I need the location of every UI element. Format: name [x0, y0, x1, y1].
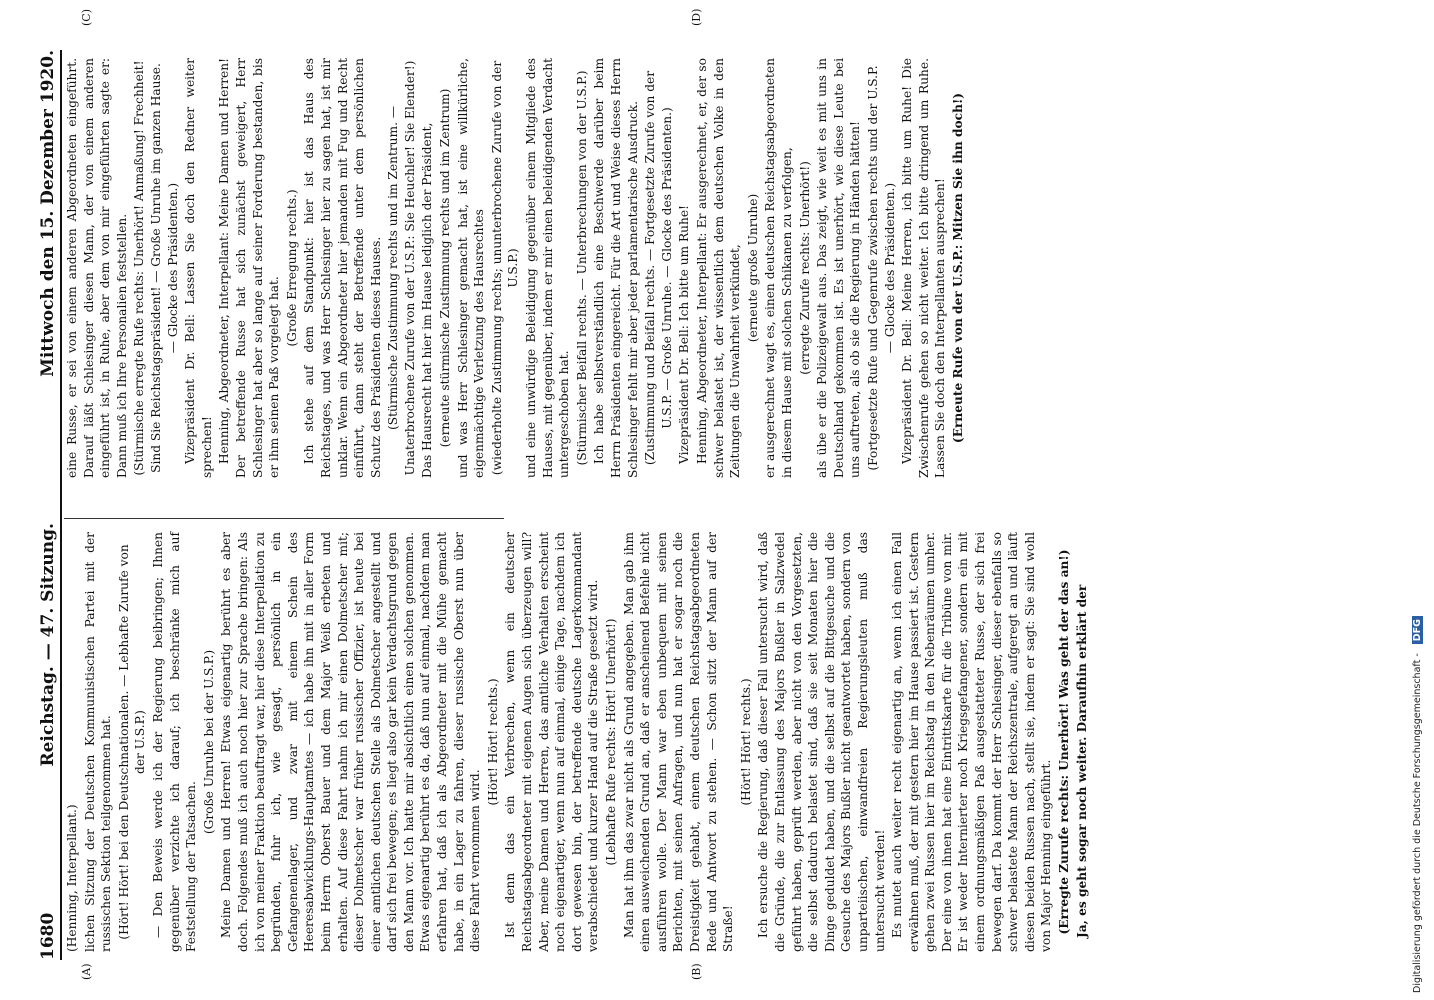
interjection: (Lebhafte Rufe rechts: Hört! Unerhört!) [604, 618, 618, 866]
interjection: (Große Erregung rechts.) [284, 189, 299, 347]
president-remark: Vizepräsident Dr. Bell: Meine Herren, ich bitte um Ruhe! Die Zwischenrufe gehen so nicht weiter. Ich bitte dringend um Ruhe. Lassen Sie doch den Interpellanten ausprechen! [900, 58, 948, 478]
interjection: (Hört! Hört! bei den Deutschnationalen. — Lebhafte Zurufe von der U.S.P.) [116, 544, 148, 940]
page-header [36, 50, 62, 960]
session-title: Reichstag. — 47. Sitzung. [38, 523, 58, 767]
column-divider [64, 518, 504, 519]
dfg-logo: DFG [1412, 616, 1423, 644]
page-number: 1680 [38, 912, 58, 960]
interjection: (Erneute Rufe von der U.S.P.: Mitzen Sie ihn doch!) [950, 92, 965, 444]
paragraph: er ausgerechnet wagt es, einen deutschen Reichstagsabgeordneten in diesem Hause mit solchen Schikanen zu verfolgen, [763, 58, 794, 478]
paragraph: Meine Damen und Herren! Etwas eigenartig berührt es aber doch. Folgendes muß ich auch noch hier zur Sprache bringen: Als ich von meiner Fraktion beauftragt war, hier diese Interpellation zu begründen, fuhr ich, wie gesagt, persönlich in ein Gefangenenlager, und zwar mit einem Schein des Heeresabwicklungs-Hauptamtes — ich habe ihn mit in aller Form beim Herrn Oberst Bauer und dem Major Weiß erbeten und erhalten. Auf diese Fahrt nahm ich mir einen Dolmetscher mit; dieser Dolmetscher war früher russischer Offizier, ist heute bei einer amtlichen deutschen Stelle als Dolmetscher angestellt und darf sich frei bewegen; es liegt also gar kein Verdachtsgrund gegen den Mann vor. Ich hatte mir absichtlich einen solchen genommen. Etwas eigenartig berührt es da, daß nun auf einmal, nachdem man erfahren hat, daß ich als Abgeordneter mit die Mühe gemacht habe, in ein Lager zu fahren, dieser russische Oberst nun über diese Fahrt vernommen wird. [219, 532, 483, 952]
paragraph: Es mutet auch weiter recht eigenartig an, wenn ich einen Fall erwähnen muß, der mit gestern hier im Hause passiert ist. Gestern gehen zwei Russen hier im Reichstag in den Nebenräumen umher. Der eine von ihnen hat eine Eintrittskarte für die Tribüne von mir. Er ist weder Internierter noch Kriegsgefangener, sondern ein mit einem ordnungsmäßigen Paß ausgestatteter Russe, der sich frei bewegen darf. Da kommt der Herr Schlesinger, dieser ebenfalls so schwer belastete Mann der Reichszentrale, aufgeregt an und läuft diesen beiden Russen nach, stellt sie, indem er sagt: Sie sind wohl von Major Henning eingeführt. [890, 532, 1054, 952]
paragraph: und eine unwürdige Beleidigung gegenüber einem Mitgliede des Hauses, mit gegenüber, indem er mir einen beleidigenden Verdacht untergeschoben hat. [524, 58, 572, 478]
interjection: (Stürmische erregte Rufe rechts: Unerhört! Anmaßung! Frechheit! Sind Sie Reichstagspräsident! — Große Unruhe im ganzen Hause. — Glocke des Präsidenten.) [132, 60, 180, 476]
paragraph: Ich stehe auf dem Standpunkt: hier ist das Haus des Reichstages, und was Herr Schlesinger hier zu sagen hat, ist mir unklar. Wenn ein Abgeordneter hier jemanden mit Fug und Recht einführt, dann steht der Betreffende unter dem persönlichen Schutz des Präsidenten dieses Hauses. [302, 58, 383, 478]
credit-text: Digitalisierung gefördert durch die Deutsche Forschungsgemeinschaft - [1412, 653, 1423, 993]
president-remark: Vizepräsident Dr. Bell: Ich bitte um Ruhe! [677, 205, 692, 464]
speaker-paragraph: Henning, Abgeordneter, Interpellant: Er ausgerechnet, er, der so schwer belastet ist, der wissentlich dem deutschen Volke in den Zeitungen die Unwahrheit verkündet, [694, 58, 743, 478]
interjection: (Erregte Zurufe rechts: Unerhört! Was geht der das an!) [1057, 549, 1072, 935]
paragraph: Ist denn das ein Verbrechen, wenn ein deutscher Reichstagsabgeordneter mit eigenen Augen sich überzeugen will? Aber, meine Damen und Herren, das amtliche Verhalten erscheint noch eigenartiger, wenn nun auf einmal, einige Tage, nachdem ich dort gewesen bin, der betreffende deutsche Lagerkommandant verabschiedet und kurzer Hand auf die Straße gesetzt wird. [503, 532, 601, 952]
session-date: Mittwoch den 15. Dezember 1920. [38, 50, 58, 377]
paragraph: Ich habe selbstverständlich eine Beschwerde darüber beim Herrn Präsidenten eingereicht. Für die Art und Weise dieses Herrn Schlesinger fehlt mir aber jeder parlamentarische Ausdruck. [592, 58, 640, 478]
digitization-credit [1412, 8, 1430, 993]
interjection: (wiederholte Zustimmung rechts; ununterbrochene Zurufe von der U.S.P.) [489, 60, 521, 476]
paragraph: lichen Sitzung der Deutschen Kommunistischen Partei mit der russischen Sektion teilgenommen hat. [82, 532, 114, 952]
paragraph: und was Herr Schlesinger gemacht hat, ist eine willkürliche, eigenmächtige Verletzung des Hausrechtes [455, 58, 487, 478]
speaker-continuation: (Henning, Interpellant.) [65, 804, 79, 952]
margin-label-d: (D) [690, 8, 703, 26]
margin-label-b: (B) [690, 963, 703, 980]
interjection: (erregte Zurufe rechts: Unerhört!) [797, 161, 812, 375]
interjection: (Große Unruhe bei der U.S.P.) [201, 649, 216, 835]
interjection: (Hört! Hört! rechts.) [485, 678, 500, 806]
right-column [64, 58, 967, 478]
paragraph: Man hat ihm das zwar nicht als Grund angegeben. Man gab ihm einen ausweichenden Grund an, daß er anscheinend Befehle nicht ausführen wolle. Der Mann war eben unbequem mit seinen Berichten, mit seinen Anfragen, und nun hat er sogar noch die Dreistigkeit gehabt, einem deutschen Reichstagsabgeordneten Rede und Antwort zu stehen. — Schon sitzt der Mann auf der Straße! [621, 532, 736, 952]
margin-label-a: (A) [80, 963, 93, 980]
interjection: (erneute große Unruhe) [745, 193, 760, 343]
margin-label-c: (C) [80, 9, 93, 26]
paragraph: — Den Beweis werde ich der Regierung beibringen; Ihnen gegenüber verzichte ich darauf; ich beschränke mich auf Feststellung der Tatsachen. [150, 532, 199, 952]
interjection: (Hört! Hört! rechts.) [738, 678, 753, 806]
left-column [64, 532, 1091, 952]
paragraph: Ich ersuche die Regierung, daß dieser Fall untersucht wird, daß die Gründe, die zur Entlassung des Majors Bußler in Salzwedel geführt haben, geprüft werden, aber nicht von den Vorgesetzten, die selbst dadurch belastet sind, daß sie seit Monaten hier die Dinge geduldet haben, und die selbst auf die Bittgesuche und die Gesuche des Majors Bußler nicht geantwortet haben, sondern von unparteiischen, einwandfreien Regierungsleuten muß das untersucht werden! [756, 532, 887, 952]
speaker-paragraph: Henning, Abgeordneter, Interpellant: Meine Damen und Herren! Der betreffende Russe hat sich zunächst geweigert, Herr Schlesinger hat aber so lange auf seiner Forderung bestanden, bis er ihm seinen Paß vorgelegt hat. [217, 58, 282, 478]
interjection: (Stürmischer Beifall rechts. — Unterbrechungen von der U.S.P.) [574, 70, 589, 466]
interjection: (erneute stürmische Zustimmung rechts und im Zentrum) [438, 88, 453, 448]
president-remark: Vizepräsident Dr. Bell: Lassen Sie doch den Redner weiter sprechen! [183, 58, 214, 478]
interjection: (Stürmische Zustimmung rechts und im Zentrum. — Unaterbrochene Zurufe von der U.S.P.: Sie Heuchler! Sie Elender!) [386, 60, 417, 476]
interjection: (Fortgesetzte Rufe und Gegenrufe zwischen rechts und der U.S.P. — Glocke des Präsidenten.) [865, 65, 897, 471]
paragraph: eine Russe, er sei von einem anderen Abgeordneten eingeführt. Darauf läßt Schlesinger diesen Mann, der von einem anderen eingeführt ist, in Ruhe, aber dem von mir eingeführten sagte er: Dann muß ich Ihre Personalien feststellen. [65, 58, 129, 478]
paragraph: Ja, es geht sogar noch weiter. Daraufhin erklärt der [1074, 584, 1089, 938]
interjection: (Zustimmung und Beifall rechts. — Fortgesetzte Zurufe von der U.S.P. — Große Unruhe. — Glocke des Präsidenten.) [643, 70, 674, 466]
paragraph: Das Hausrecht hat hier im Hause lediglich der Präsident, [420, 122, 435, 478]
paragraph: als übe er die Polizeigewalt aus. Das zeigt, wie weit es mit uns in Deutschland gekommen ist. Es ist unerhört, wie diese Leute bei uns auftreten, als ob sie die Regierung in Händen hätten! [815, 58, 863, 478]
